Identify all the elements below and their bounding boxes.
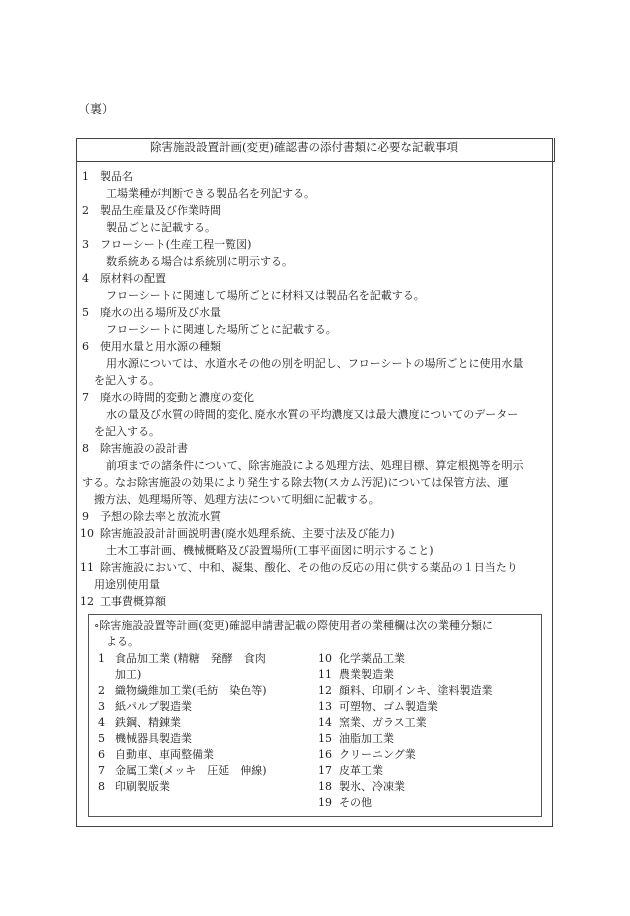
item-7-number: 7 [82,391,89,404]
item-4-body: フローシートに関連して場所ごとに材料又は製品名を記載する。 [106,289,425,302]
industry-number: 18 [318,780,332,793]
form-title: 除害施設設置計画(変更)確認書の添付書類に必要な記載事項 [150,140,458,154]
item-8-body-line-2: する。なお除害施設の効果により発生する除去物(スカム汚泥)については保管方法、運 [82,476,509,489]
item-2-body: 製品ごとに記載する。 [106,221,216,234]
item-11-body: 用途別使用量 [94,578,160,591]
item-1-number: 1 [82,170,89,183]
item-4-title: 原材料の配置 [100,272,166,285]
industry-number: 11 [318,668,332,681]
industry-label: 化学薬品工業 [339,652,405,665]
industry-label: その他 [339,796,372,809]
page-side-label: （裏） [78,102,115,116]
item-10-body: 土木工事計画、機械概略及び設置場所(工事平面図に明示すること) [106,544,434,557]
item-9-title: 予想の除去率と放流水質 [100,510,221,523]
industry-number: 14 [318,716,332,729]
industry-label: 金属工業(メッキ 圧延 伸線) [115,764,267,777]
item-2-title: 製品生産量及び作業時間 [100,204,221,217]
item-2-number: 2 [82,204,89,217]
item-8-title: 除害施設の設計書 [100,442,188,455]
notes-intro-line-1: ∘除害施設設置等計画(変更)確認申請書記載の際使用者の業種欄は次の業種分類に [94,619,493,632]
industry-label: 自動車、車両整備業 [115,748,214,761]
item-5-body: フローシートに関連した場所ごとに記載する。 [106,323,337,336]
item-9-number: 9 [82,510,89,523]
industry-label: 窯業、ガラス工業 [339,716,427,729]
industry-label: 鉄鋼、精錬業 [115,716,181,729]
item-3-title: フローシート(生産工程一覧図) [100,238,252,251]
industry-label: 農業製造業 [339,668,394,681]
item-4-number: 4 [82,272,89,285]
item-3-body: 数系統ある場合は系統別に明示する。 [106,255,293,268]
industry-number: 1 [98,652,105,665]
industry-label: 製氷、冷凍業 [339,780,405,793]
item-3-number: 3 [82,238,89,251]
industry-number: 10 [318,652,332,665]
industry-number: 8 [98,780,105,793]
industry-label: 油脂加工業 [339,732,394,745]
notes-intro-line-2: よる。 [106,635,139,648]
industry-label: 皮革工業 [339,764,383,777]
item-8-body-line-3: 搬方法、処理場所等、処理方法について明細に記載する。 [94,493,380,506]
item-12-title: 工事費概算額 [100,595,166,608]
item-11-number: 11 [80,561,94,574]
industry-label: 加工) [115,668,142,681]
item-6-number: 6 [82,340,89,353]
item-10-title: 除害施設設計計画説明書(廃水処理系統、主要寸法及び能力) [100,527,395,540]
industry-number: 7 [98,764,105,777]
item-6-title: 使用水量と用水源の種類 [100,340,221,353]
item-5-title: 廃水の出る場所及び水量 [100,306,221,319]
item-8-body-line-1: 前項までの諸条件について、除害施設による処理方法、処理目標、算定根拠等を明示 [106,459,524,472]
industry-number: 19 [318,796,332,809]
industry-label: 顔料、印刷インキ、塗料製造業 [339,684,493,697]
industry-number: 3 [98,700,105,713]
industry-number: 12 [318,684,332,697]
item-1-body: 工場業種が判断できる製品名を列記する。 [106,187,315,200]
industry-label: 機械器具製造業 [115,732,192,745]
industry-number: 16 [318,748,332,761]
industry-number: 6 [98,748,105,761]
industry-label: 紙パルプ製造業 [115,700,192,713]
item-7-title: 廃水の時間的変動と濃度の変化 [100,391,254,404]
industry-number: 5 [98,732,105,745]
item-6-body-line-2: を記入する。 [94,374,160,387]
item-10-number: 10 [80,527,94,540]
item-12-number: 12 [80,595,94,608]
industry-number: 17 [318,764,332,777]
industry-number: 15 [318,732,332,745]
industry-number: 2 [98,684,105,697]
industry-label: 可塑物、ゴム製造業 [339,700,438,713]
item-11-title: 除害施設において、中和、凝集、酸化、その他の反応の用に供する薬品の１日当たり [100,561,518,574]
industry-label: 印刷製版業 [115,780,170,793]
industry-label: クリーニング業 [339,748,416,761]
item-8-number: 8 [82,442,89,455]
industry-number: 4 [98,716,105,729]
item-1-title: 製品名 [100,170,133,183]
industry-label: 織物繊維加工業(毛紡 染色等) [115,684,267,697]
item-7-body-line-2: を記入する。 [94,425,160,438]
industry-label: 食品加工業 (精糖 発酵 食肉 [115,652,266,665]
item-5-number: 5 [82,306,89,319]
item-7-body-line-1: 水の量及び水質の時間的変化､廃水水質の平均濃度又は最大濃度についてのデーター [106,408,519,421]
item-6-body-line-1: 用水源については、水道水その他の別を明記し、フローシートの場所ごとに使用水量 [106,357,524,370]
industry-number: 13 [318,700,332,713]
